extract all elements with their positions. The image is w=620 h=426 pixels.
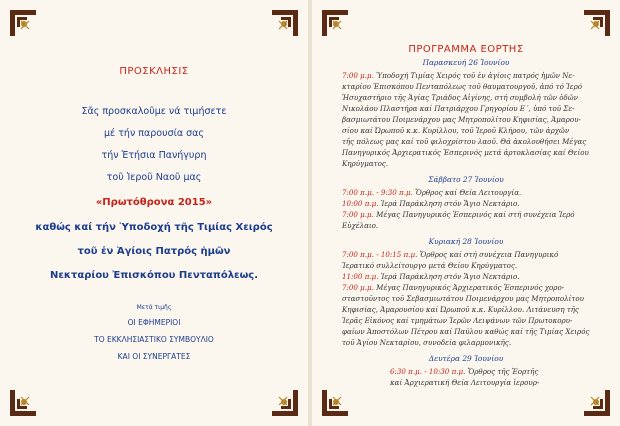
program-line (342, 199, 598, 208)
event-text: Ὑποδοχή Τιμίας Χειρός τοῦ ἐν ἁγίοις πατρός ἡμῶν Νε- (373, 71, 575, 80)
program-line: Νικολάου Πλαστήρα καί Πατριάρχου Γρηγορίου Ε΄, ὑπό τοῦ Σε- (342, 104, 575, 113)
ornament-corner-icon (270, 8, 300, 38)
ornament-corner-icon (8, 8, 38, 38)
invitation-bold-line: Νεκταρίου Ἐπισκόπου Πενταπόλεως. (49, 270, 259, 281)
program-line (342, 188, 598, 197)
event-time: 7:00 π.μ. - 10:15 π.μ. (342, 250, 418, 259)
event-time: 10:00 π.μ. (342, 199, 379, 208)
program-line: Ἱερατικό συλλείτουργο μετά Θείου Κηρύγματος. (342, 261, 518, 270)
program-line (390, 367, 590, 376)
program-line (342, 210, 598, 219)
event-time: 7:00 μ.μ. (342, 210, 374, 219)
ornament-corner-icon (270, 388, 300, 418)
event-time: 7:00 μ.μ. (342, 71, 374, 80)
invitation-line: Σᾶς προσκαλοῦμε νά τιμήσετε (81, 106, 227, 117)
program-line: Εὐχέλαιο. (342, 221, 379, 230)
ornament-corner-icon (582, 388, 612, 418)
event-text: Ἱερά Παράκληση στόν Ἅγιο Νεκτάριο. (378, 199, 520, 208)
program-line (342, 272, 598, 281)
invitation-page (0, 0, 308, 426)
program-title: ΠΡΟΓΡΑΜΜΑ ΕΟΡΤΗΣ (408, 44, 524, 55)
program-line: Ἱερᾶς Εἰκόνος καί τμημάτων Ἱερῶν Λειψάνων τῶν Πρωτοκορυ- (342, 316, 573, 325)
day-heading: Δευτέρα 29 Ἰουνίου (428, 354, 504, 363)
program-line: φαίων Ἀποστόλων Πέτρου καί Παύλου καθώς καί τῆς Τιμίας Χειρός (342, 327, 590, 336)
program-line (342, 283, 598, 292)
event-text: Μέγας Πανηγυρικός Ἀρχιερατικός Ἑσπερινός χορο- (373, 283, 565, 292)
program-line: κταρίου Ἐπισκόπου Πενταπόλεως τοῦ θαυματουργοῦ, ἀπό τό Ἱερό (342, 82, 583, 91)
program-line: Ἡσυχαστήριο τῆς Ἁγίας Τριάδος Αἰγίνης, στή συμβολή τῶν ὁδῶν (342, 93, 578, 102)
ornament-corner-icon (8, 388, 38, 418)
ornament-corner-icon (582, 8, 612, 38)
program-line: Πανηγυρικός Ἀρχιερατικός Ἑσπερινός μετά ἀρτοκλασίας καί Θείου (342, 148, 589, 157)
invitation-line: τήν Ἐτήσια Πανήγυρη (101, 150, 207, 161)
program-line: Κηφισίας, Ἀμαρουσίου καί Ὠρωποῦ κ.κ. Κυρίλλου. Λιτάνευση τῆς (342, 305, 580, 314)
event-text: Ὄρθρος τῆς Ἑορτῆς (465, 367, 539, 376)
program-line: τῆς πόλεως μας καί τοῦ φιλοχρίστου λαοῦ. Θά ἀκολουθήσει Μέγας (342, 137, 587, 146)
event-time: 11:00 π.μ. (342, 272, 379, 281)
event-text: Μέγας Πανηγυρικός Ἑσπερινός καί στή συνέχεια Ἱερό (373, 210, 575, 219)
event-text: Ἱερά Παράκληση στόν Ἅγιο Νεκτάριο. (378, 272, 520, 281)
event-text: Ὄρθρος καί Θεία Λειτουργία. (412, 188, 522, 197)
event-time: 7:00 π.μ. - 9:30 π.μ. (342, 188, 413, 197)
invitation-bold-line: καθώς καί τήν Ὑποδοχή τῆς Τιμίας Χειρός (35, 222, 273, 233)
signatory: ΤΟ ΕΚΚΛΗΣΙΑΣΤΙΚΟ ΣΥΜΒΟΥΛΙΟ (94, 335, 214, 344)
regards-text: Μετά τιμῆς (136, 304, 172, 311)
event-text: Ὄρθρος καί στή συνέχεια Πανηγυρικό (417, 250, 559, 259)
invitation-bold-line: τοῦ ἐν Ἁγίοις Πατρός ἡμῶν (77, 246, 231, 257)
day-heading: Κυριακή 28 Ἰουνίου (428, 237, 504, 246)
program-line: σταστοῦντος τοῦ Σεβασμιωτάτου Ποιμενάρχου μας Μητροπολίτου (342, 294, 584, 303)
program-line: σίου καί Ὠρωποῦ κ.κ. Κυρίλλου, τοῦ Ἱεροῦ Κλήρου, τῶν ἀρχῶν (342, 126, 570, 135)
signatory: ΚΑΙ ΟΙ ΣΥΝΕΡΓΑΤΕΣ (117, 352, 191, 361)
invitation-title: ΠΡΟΣΚΛΗΣΙΣ (119, 66, 189, 77)
event-time: 7:00 μ.μ. (342, 283, 374, 292)
program-line: τοῦ Ἁγίου Νεκταρίου, συνοδεία φιλαρμονικῆς. (342, 338, 512, 347)
program-line: βασμιωτάτου Ποιμενάρχου μας Μητροπολίτου Κηφισίας, Ἀμαρου- (342, 115, 581, 124)
program-line: Κηρύγματος. (342, 159, 389, 168)
program-line (342, 71, 598, 80)
invitation-line: τοῦ Ἱεροῦ Ναοῦ μας (106, 172, 202, 183)
ornament-corner-icon (320, 8, 350, 38)
event-time: 6:30 π.μ. - 10:30 π.μ. (390, 367, 466, 376)
day-heading: Παρασκευή 26 Ἰουνίου (422, 58, 510, 67)
invitation-line: μέ τήν παρουσία σας (104, 128, 204, 139)
ornament-corner-icon (320, 388, 350, 418)
program-line (342, 250, 598, 259)
day-heading: Σάββατο 27 Ἰουνίου (428, 175, 504, 184)
program-page (312, 0, 620, 426)
signatory: ΟΙ ΕΦΗΜΕΡΙΟΙ (127, 318, 181, 327)
event-name: «Πρωτόθρονα 2015» (95, 197, 213, 208)
program-line: καί Ἀρχιερατική Θεία Λειτουργία ἱερουρ- (390, 378, 540, 387)
